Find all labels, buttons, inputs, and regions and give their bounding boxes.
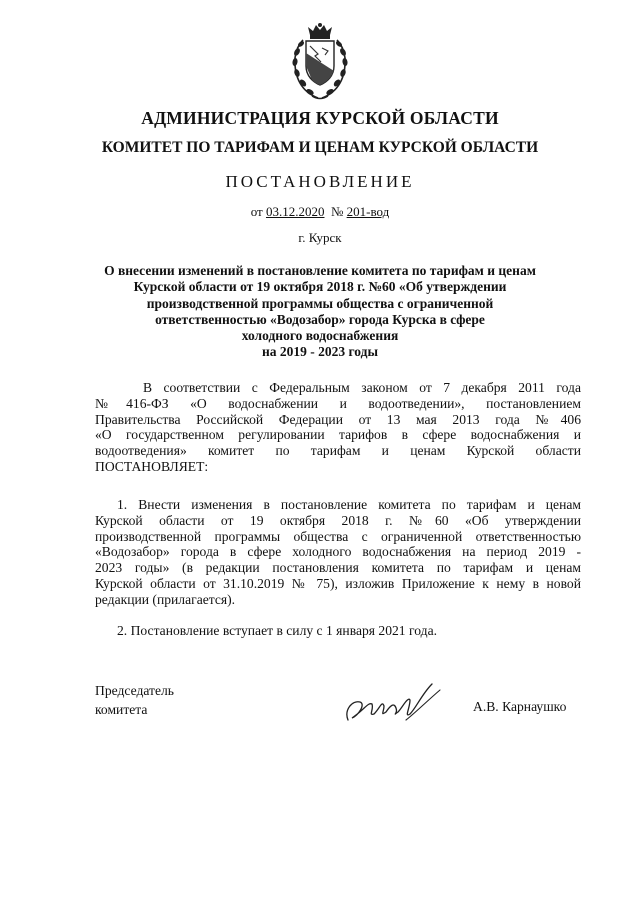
resolution-title [90,263,550,361]
item-1-line: 2023 годы» (в редакции постановления комитета по тарифам и ценам [95,560,581,576]
signer-name: А.В. Карнаушко [473,699,567,714]
coat-of-arms-icon [288,22,352,102]
administration-heading: АДМИНИСТРАЦИЯ КУРСКОЙ ОБЛАСТИ [141,108,499,128]
signatory-position [95,681,174,719]
position-line: Председатель [95,683,174,698]
preamble-line: №416-ФЗ «О водоснабжении и водоотведении», постановлением [95,395,581,411]
date-number-line [0,204,640,220]
title-line: Курской области от 19 октября 2018 г. №60 «Об утверждении [133,279,507,295]
document-type: ПОСТАНОВЛЕНИЕ [225,172,415,191]
number-prefix: № [330,204,344,219]
handwritten-signature-icon [336,680,456,728]
item-1-line: Курской области от 19 октября 2018 г. №60 «Об утверждении [95,512,581,528]
item-1-paragraph [95,497,581,608]
item-1-line: редакции (прилагается). [95,591,236,607]
item-2-line: 2. Постановление вступает в силу с 1 января 2021 года. [117,623,437,638]
item-1-line: производственной программы общества с ограниченной ответственностью [95,528,581,544]
preamble-line: водоотведения» комитет по тарифам и ценам Курской области [95,443,581,459]
document-number: 201-вод [346,204,390,219]
preamble-line: Правительства Российской Федерации от 13 мая 2013 года №406 [95,411,581,427]
item-2-paragraph [95,623,581,639]
date-prefix: от [250,204,263,219]
title-line: О внесении изменений в постановление комитета по тарифам и ценам [104,263,536,278]
position-line: комитета [95,702,148,717]
item-1-line: «Водозабор» города в сфере холодного водоснабжения на период 2019 - [95,544,581,560]
city: г. Курск [298,230,342,245]
title-line: на 2019 - 2023 годы [261,344,379,360]
item-1-line: 1. Внести изменения в постановление комитета по тарифам и ценам [117,497,581,512]
committee-heading: КОМИТЕТ ПО ТАРИФАМ И ЦЕНАМ КУРСКОЙ ОБЛАСТИ [101,139,539,156]
item-1-line: Курской области от 31.10.2019 № 75), изложив Приложение к нему в новой [95,575,581,591]
document-date: 03.12.2020 [265,204,325,219]
preamble-line: «О государственном регулировании тарифов в сфере водоснабжения и [95,427,581,443]
title-line: ответственностью «Водозабор» города Курска в сфере [155,311,485,327]
title-line: производственной программы общества с ограниченной [146,295,494,311]
preamble-line: ПОСТАНОВЛЯЕТ: [95,458,209,474]
title-line: холодного водоснабжения [241,328,399,344]
preamble-line: В соответствии с Федеральным законом от 7 декабря 2011 года [143,380,581,395]
preamble-paragraph [95,380,581,475]
